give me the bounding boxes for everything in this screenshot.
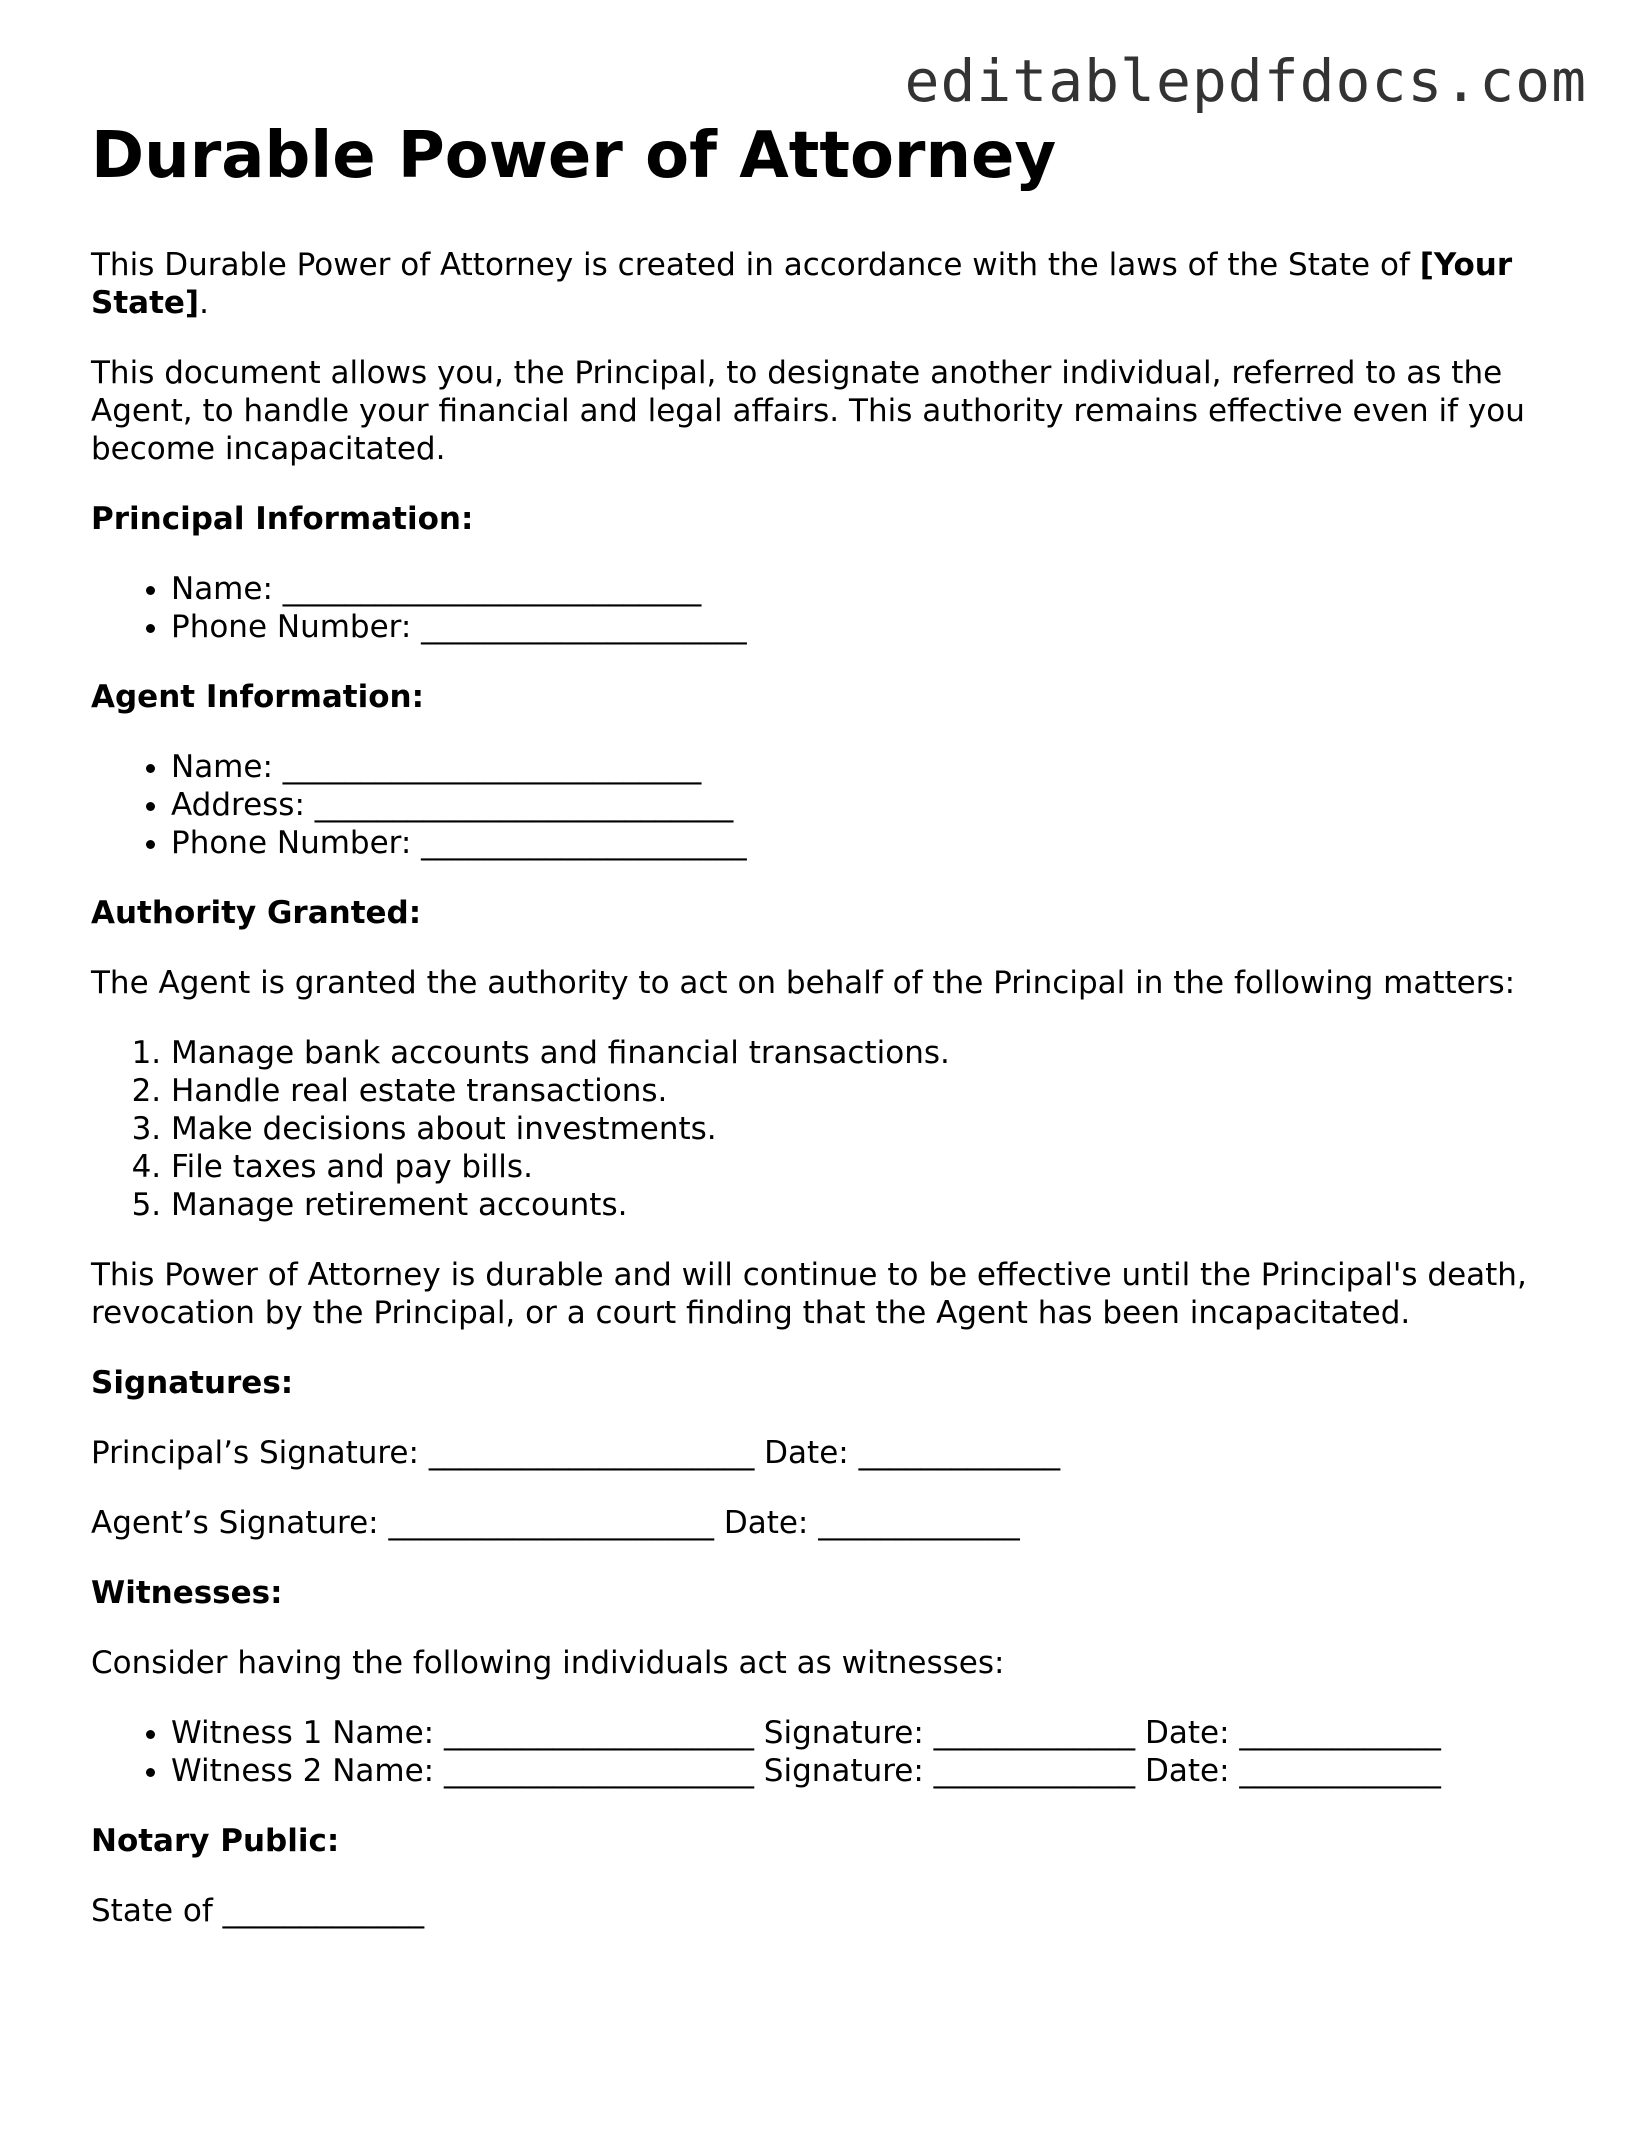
agent-signature-line [91,1504,1571,1542]
witness-signature-blank[interactable]: _____________ [933,1753,1136,1789]
witness-date-label: Date: [1135,1715,1240,1751]
witness-name-label: Witness 2 Name: [171,1753,444,1789]
intro-paragraph [91,246,1571,322]
date-label: Date: [713,1505,819,1541]
signature-blank[interactable]: _____________________ [388,1505,714,1541]
principal-name-field[interactable] [171,570,1571,608]
witnesses-heading: Witnesses: [91,1575,283,1611]
agent-phone-field[interactable] [171,824,1571,862]
state-placeholder: [Your State] [91,247,1513,321]
witnesses-list [91,1714,1571,1790]
date-blank[interactable]: _____________ [818,1505,1020,1541]
field-blank[interactable]: ___________________________ [282,749,702,785]
list-item: 5. Manage retirement accounts. [171,1186,1571,1224]
notary-heading: Notary Public: [91,1823,340,1859]
document-page [91,118,1571,1962]
intro-end: . [199,285,209,321]
witness-name-blank[interactable]: ____________________ [443,1715,754,1751]
field-blank[interactable]: ___________________________ [282,571,702,607]
page-title: Durable Power of Attorney [91,119,1057,193]
principal-fields [91,570,1571,646]
principal-heading: Principal Information: [91,501,474,537]
notary-state-label: State of [91,1893,223,1929]
field-blank[interactable]: _____________________ [421,609,747,645]
agent-fields [91,748,1571,862]
witness-date-blank[interactable]: _____________ [1239,1715,1441,1751]
agent-name-field[interactable] [171,748,1571,786]
signature-label: Principal’s Signature: [91,1435,429,1471]
watermark: editablepdfdocs.com [904,47,1587,115]
field-label: Phone Number: [171,609,422,645]
list-item: 3. Make decisions about investments. [171,1110,1571,1148]
witness-name-label: Witness 1 Name: [171,1715,444,1751]
field-blank[interactable]: _____________________ [421,825,747,861]
description-paragraph: This document allows you, the Principal, to designate another individual, referred to as the Agent, to handle your financial and legal affairs. This authority remains effective even if you become incapacitated. [91,355,1525,467]
date-label: Date: [754,1435,859,1471]
witness-date-blank[interactable]: _____________ [1239,1753,1441,1789]
field-label: Phone Number: [171,825,422,861]
signature-blank[interactable]: _____________________ [428,1435,755,1471]
witness-2-line [171,1752,1571,1790]
signatures-heading: Signatures: [91,1365,294,1401]
notary-state-line [91,1892,1571,1930]
principal-signature-line [91,1434,1571,1472]
witness-date-label: Date: [1135,1753,1240,1789]
principal-phone-field[interactable] [171,608,1571,646]
field-label: Name: [171,571,283,607]
witnesses-intro: Consider having the following individuals act as witnesses: [91,1645,1005,1681]
list-item: 2. Handle real estate transactions. [171,1072,1571,1110]
witness-1-line [171,1714,1571,1752]
date-blank[interactable]: _____________ [858,1435,1061,1471]
field-blank[interactable]: ___________________________ [314,787,734,823]
signature-label: Agent’s Signature: [91,1505,389,1541]
list-item: 4. File taxes and pay bills. [171,1148,1571,1186]
agent-heading: Agent Information: [91,679,424,715]
field-label: Address: [171,787,315,823]
durability-paragraph: This Power of Attorney is durable and will continue to be effective until the Principal's death, revocation by the Principal, or a court finding that the Agent has been incapacitated. [91,1257,1527,1331]
authority-intro: The Agent is granted the authority to act on behalf of the Principal in the following matters: [91,965,1516,1001]
notary-state-blank[interactable]: _____________ [222,1893,425,1929]
intro-text: This Durable Power of Attorney is created in accordance with the laws of the State of [91,247,1420,283]
list-item: 1. Manage bank accounts and financial transactions. [171,1034,1571,1072]
authority-heading: Authority Granted: [91,895,422,931]
field-label: Name: [171,749,283,785]
witness-signature-blank[interactable]: _____________ [933,1715,1136,1751]
witness-name-blank[interactable]: ____________________ [443,1753,754,1789]
agent-address-field[interactable] [171,786,1571,824]
authority-list [91,1034,1571,1224]
witness-signature-label: Signature: [753,1753,934,1789]
witness-signature-label: Signature: [753,1715,934,1751]
